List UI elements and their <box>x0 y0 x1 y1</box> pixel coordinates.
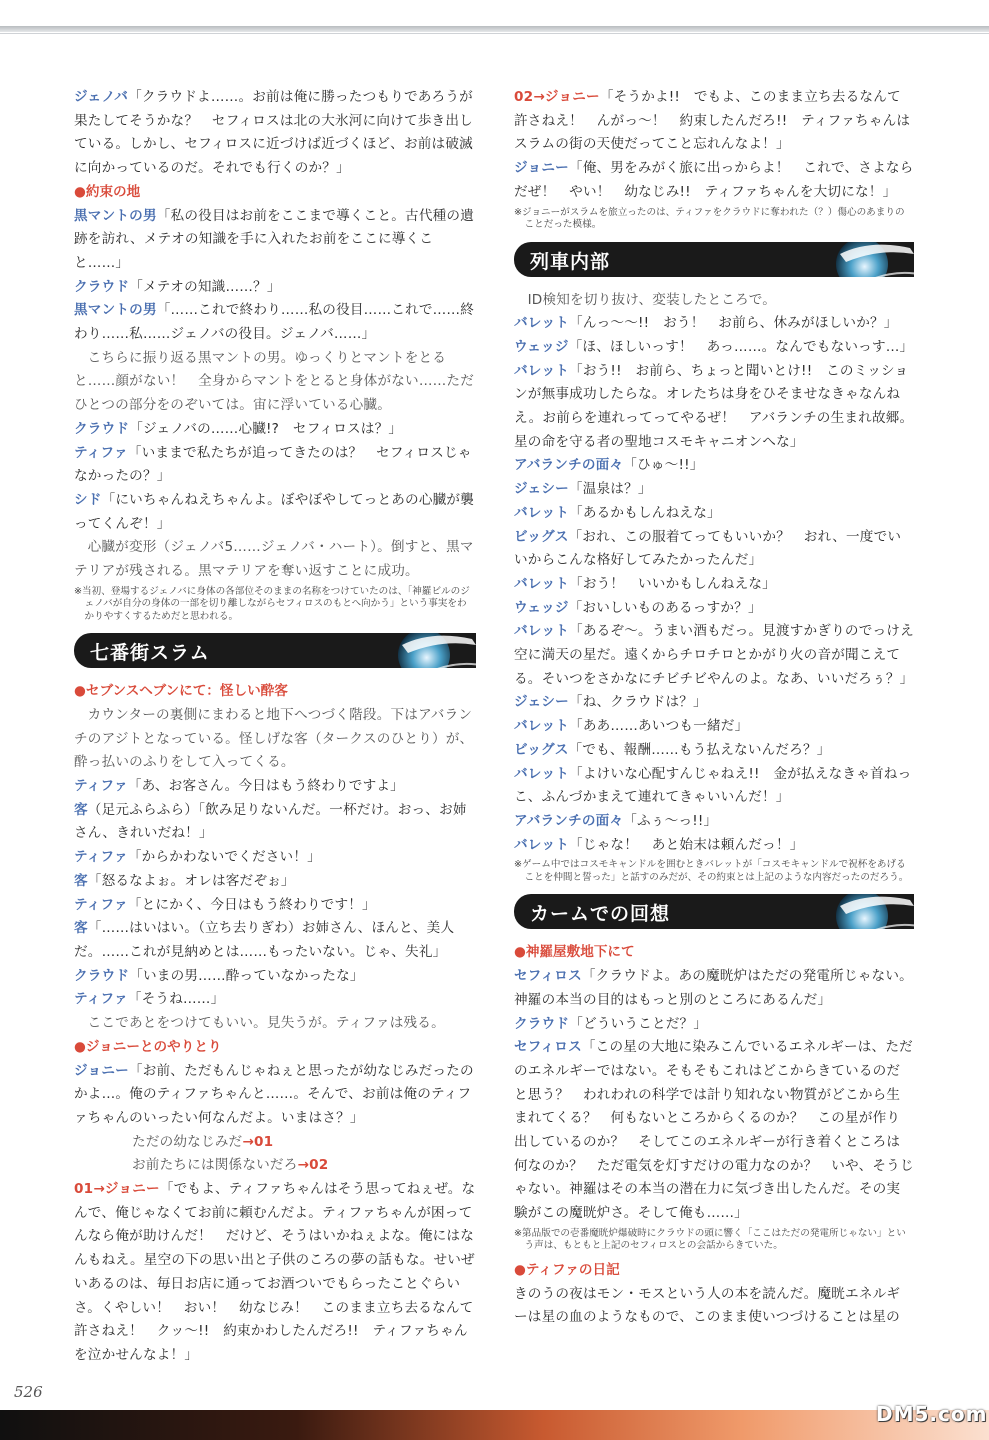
dialogue-line <box>514 739 914 763</box>
dialogue-line <box>74 442 476 489</box>
dialogue-text: 「そうかよ!! でもよ、このまま立ち去るなんて許さねえ！ んがっ～！ 約束したんだろ!! ティファちゃんはスラムの街の天使だってこと忘れんなよ！」 <box>514 89 911 153</box>
section-subheading: ●約束の地 <box>74 183 141 200</box>
dialogue-line <box>514 810 914 834</box>
narration: カウンターの裏側にまわると地下へつづく階段。下はアバランチのアジトとなっている。怪しげな客（タークスのひとり）が、酔っ払いのふりをして入ってくる。 <box>74 706 474 771</box>
speaker-name: バレット <box>514 575 570 592</box>
dialogue-text: 「おれ、この服着てってもいいか？ おれ、一度でいいからこんな格好してみたかったんだ」 <box>514 528 902 569</box>
dialogue-text: 「でもよ、ティファちゃんはそう思ってねぇぜ。なんで、俺じゃなくてお前に頼むんだよ。ティファちゃんが困ってんなら俺が助けんだ！ だけど、そうはいかねぇよな。俺にはなんもねえ。星空の下の思い出と子供のころの夢の話もな。せいぜいあるのは、毎日お店に通ってお酒ついでもらったことぐらいさ。くやしい！ おい！ 幼なじみ！ このまま立ち去るなんて許さねえ！ クッ～!! 約束かわしたんだろ!! ティファちゃんを泣かせんなよ！」 <box>74 1181 476 1363</box>
dialogue-line <box>514 478 914 502</box>
dialogue-line <box>514 336 914 360</box>
dialogue-line <box>514 620 914 691</box>
dialogue-line <box>74 1178 476 1368</box>
dialogue-text: 「クラウドよ……。お前は俺に勝ったつもりであろうが果たしてそうかな？ セフィロスは北の大氷河に向けて歩き出している。しかし、セフィロスに近づけば近づくほど、お前は破滅に向かっているのだ。それでも行くのか？」 <box>74 89 473 177</box>
dialogue-text: 「怒るなよぉ。オレは客だぞぉ」 <box>87 872 295 889</box>
dialogue-text: 「そうね……」 <box>127 991 225 1008</box>
speaker-name: ティファ <box>74 991 128 1008</box>
dialogue-text: 「あ、お客さん。今日はもう終わりですよ」 <box>127 778 404 795</box>
site-logo: DM5.com <box>876 1402 988 1426</box>
dialogue-line <box>514 360 914 455</box>
choice-option-01 <box>74 1131 476 1155</box>
choice-option-02 <box>74 1154 476 1178</box>
dialogue-line <box>74 988 476 1012</box>
speaker-name: バレット <box>514 315 570 332</box>
dialogue-text: 「温泉は？」 <box>568 481 652 498</box>
section-title: 七番街スラム <box>90 642 210 665</box>
dialogue-text: 「お前、ただもんじゃねぇと思ったが幼なじみだったのかよ…。俺のティファちゃんと……。そんで、お前は俺のティファちゃんのいったい何なんだよ。いまはさ？」 <box>74 1062 474 1126</box>
dialogue-line <box>514 157 914 204</box>
dialogue-text: 「どういうことだ？」 <box>569 1015 708 1032</box>
speaker-name: ビッグス <box>514 528 569 545</box>
planet-orb-icon <box>810 894 914 929</box>
section-header <box>514 242 914 277</box>
dialogue-text: 「メテオの知識……？」 <box>129 278 281 295</box>
speaker-name: ビッグス <box>514 741 569 758</box>
right-column <box>514 86 914 1330</box>
dialogue-text: 「じゃな！ あと始末は頼んだっ！」 <box>569 836 804 853</box>
diary-text: きのうの夜はモン・モスという人の本を読んだ。魔晄エネルギーは星の血のようなもので、このまま使いつづけることは星の <box>514 1285 901 1326</box>
speaker-name: バレット <box>514 362 570 379</box>
speaker-name: バレット <box>514 765 570 782</box>
section-subheading: ●ジョニーとのやりとり <box>74 1038 222 1055</box>
speaker-name: セフィロス <box>514 1039 582 1056</box>
speaker-name: ジェノバ <box>74 89 129 105</box>
dialogue-text: 「……これで終わり……私の役目……これで……終わり……私……ジェノバの役目。ジェノバ……」 <box>74 302 475 343</box>
dialogue-text: 「……はいはい。（立ち去りぎわ）お姉さん、ほんと、美人だ。……これが見納めとは……もったいない。じゃ、失礼」 <box>74 920 455 960</box>
speaker-name: ジェシー <box>514 481 569 498</box>
dialogue-line <box>514 312 914 336</box>
choice-text: ただの幼なじみだ <box>132 1133 243 1150</box>
speaker-name: クラウド <box>74 967 130 984</box>
dialogue-line <box>74 86 476 181</box>
dialogue-line <box>514 597 914 621</box>
dialogue-text: 「んっ～～!! おう！ お前ら、休みがほしいか？」 <box>569 315 898 332</box>
speaker-name: クラウド <box>74 420 130 437</box>
section-header <box>74 633 476 668</box>
dialogue-line <box>74 894 476 918</box>
speaker-name: 黒マントの男 <box>74 207 157 224</box>
dialogue-text: 「でも、報酬……もう払えないんだろ？」 <box>568 741 831 758</box>
dialogue-line <box>514 1036 914 1226</box>
dialogue-text: 「よけいな心配すんじゃねえ!! 金が払えなきゃ首ねっこ、ふんづかまえて連れてきゃいいんだ！」 <box>514 765 912 806</box>
choice-tag: →02 <box>297 1157 329 1174</box>
speaker-name: アバランチの面々 <box>514 457 624 474</box>
speaker-name: 02→ジョニー <box>514 89 600 105</box>
dialogue-text: 「ほ、ほしいっす！ あっ……。なんでもないっす…」 <box>568 338 914 355</box>
speaker-name: 客 <box>74 920 88 937</box>
dialogue-text: 「おいしいものあるっすか？」 <box>568 599 762 616</box>
dialogue-text: 「からかわないでください！」 <box>127 849 321 866</box>
section-subheading: ●セブンスヘブンにて：怪しい酔客 <box>74 683 288 700</box>
dialogue-text: 「ジェノバの……心臓!? セフィロスは？」 <box>129 420 403 437</box>
speaker-name: セフィロス <box>514 968 582 985</box>
section-header <box>514 894 914 929</box>
dialogue-line <box>74 418 476 442</box>
dialogue-line <box>74 965 476 989</box>
dialogue-line <box>514 573 914 597</box>
dialogue-line <box>514 526 914 573</box>
speaker-name: 黒マントの男 <box>74 302 157 319</box>
dialogue-text: 「私の役目はお前をここまで導くこと。古代種の遺跡を訪れ、メテオの知識を手に入れたお前をここに導くこと……」 <box>74 207 475 271</box>
speaker-name: バレット <box>514 504 570 521</box>
speaker-name: ティファ <box>74 896 128 913</box>
bottom-decorative-band <box>0 1410 989 1440</box>
dialogue-text: 「あるぞ～。うまい酒もだっ。見渡すかぎりのでっけえ空に満天の星だ。遠くからチロチロとかがり火の音が聞こえてる。そいつをさかなにチビチビやんのよ。なあ、いいだろぅ？」 <box>514 623 914 687</box>
dialogue-line <box>514 763 914 810</box>
dialogue-line <box>74 775 476 799</box>
speaker-name: ジョニー <box>74 1062 129 1079</box>
speaker-name: 01→ジョニー <box>74 1181 160 1198</box>
speaker-name: バレット <box>514 718 570 735</box>
dialogue-line <box>74 1060 476 1131</box>
speaker-name: バレット <box>514 623 570 640</box>
narration: 心臓が変形（ジェノバ5……ジェノバ・ハート）。倒すと、黒マテリアが残される。黒マテリアを奪い返すことに成功。 <box>74 539 474 580</box>
dialogue-text: 「いまの男……酔っていなかったな」 <box>129 967 364 984</box>
dialogue-text: 「この星の大地に染みこんでいるエネルギーは、ただのエネルギーではない。そもそもこれはどこからきているのだと思う？ われわれの科学では計り知れない物質がどこから生まれてくる？ 何もないところからくるのか？ この星が作り出しているのか？ そしてこのエネルギーが行き着くところは何なのか？ ただ電気を灯すだけの電力なのか？ いや、そうじゃない。神羅はその本当の潜在力に気づき出したんだ。その実験がこの魔晄炉さ。そして俺も……」 <box>514 1039 914 1222</box>
dialogue-text: 「クラウドよ。あの魔晄炉はただの発電所じゃない。神羅の本当の目的はもっと別のところにあるんだ」 <box>514 968 913 1008</box>
dialogue-line <box>74 870 476 894</box>
left-column <box>74 86 476 1368</box>
speaker-name: クラウド <box>74 278 130 295</box>
dialogue-line <box>514 715 914 739</box>
speaker-name: アバランチの面々 <box>514 812 624 829</box>
speaker-name: 客 <box>74 801 88 818</box>
dialogue-line <box>74 846 476 870</box>
dialogue-text: 「ね、クラウドは？」 <box>568 694 707 711</box>
choice-text: お前たちには関係ないだろ <box>132 1157 298 1174</box>
section-title: カームでの回想 <box>530 903 671 926</box>
dialogue-text: 「おう！ いいかもしんねえな」 <box>569 575 776 592</box>
page-number: 526 <box>14 1383 43 1401</box>
speaker-name: ジェシー <box>514 694 569 711</box>
dialogue-text: 「とにかく、今日はもう終わりです！」 <box>127 896 376 913</box>
dialogue-text: 「ああ……あいつも一緒だ」 <box>569 718 749 735</box>
speaker-name: 客 <box>74 872 88 889</box>
choice-tag: →01 <box>242 1133 274 1150</box>
dialogue-text: 「ひゅ～!!」 <box>623 457 704 474</box>
speaker-name: ジョニー <box>514 160 569 177</box>
speaker-name: バレット <box>514 836 570 853</box>
section-title: 列車内部 <box>530 250 611 273</box>
speaker-name: シド <box>74 491 102 508</box>
footnote: ※ゲーム中ではコスモキャンドルを囲むときバレットが「コスモキャンドルで祝杯をあげることを仲間と誓った」と話すのみだが、その約束とは上記のような内容だったのだろう。 <box>514 859 909 883</box>
narration: ここであとをつけてもいい。見失うが。ティファは残る。 <box>87 1015 445 1032</box>
narration: こちらに振り返る黒マントの男。ゆっくりとマントをとると……顔がない！ 全身からマントをとると身体がない……ただひとつの部分をのぞいては。宙に浮いている心臓。 <box>74 349 475 414</box>
dialogue-line <box>74 489 476 536</box>
speaker-name: ティファ <box>74 778 128 795</box>
dialogue-line <box>514 834 914 858</box>
dialogue-line <box>514 1013 914 1037</box>
dialogue-line <box>514 86 914 157</box>
speaker-name: クラウド <box>514 1015 570 1032</box>
speaker-name: ウェッジ <box>514 338 569 355</box>
dialogue-line <box>74 276 476 300</box>
dialogue-line <box>514 502 914 526</box>
section-subheading: ●神羅屋敷地下にて <box>514 944 635 961</box>
section-subheading: ●ティファの日記 <box>514 1261 620 1278</box>
dialogue-text: 「にいちゃんねえちゃんよ。ぼやぼやしてっとあの心臓が襲ってくんぞ！」 <box>74 491 475 532</box>
speaker-name: ティファ <box>74 444 128 461</box>
dialogue-line <box>74 799 476 846</box>
footnote: ※ジョニーがスラムを旅立ったのは、ティファをクラウドに奪われた（？）傷心のあまりのことだった模様。 <box>514 206 905 231</box>
footnote: ※当初、登場するジェノバに身体の各部位そのままの名称をつけていたのは、「神羅ビルのジェノバが自分の身体の一部を切り離しながらセフィロスのもとへ向かう」という事実をわかりやすくするためだと思われる。 <box>74 585 470 622</box>
dialogue-line <box>74 205 476 276</box>
footnote: ※第品版での壱番魔晄炉爆破時にクラウドの頭に響く「ここはただの発電所じゃない」という声は、もともと上記のセフィロスとの会話からきていた。 <box>514 1227 906 1252</box>
dialogue-line <box>514 965 914 1012</box>
top-rule <box>0 26 989 32</box>
dialogue-line <box>514 691 914 715</box>
dialogue-text: 「俺、男をみがく旅に出っからよ！ これで、さよならだぜ！ やい！ 幼なじみ!! ティファちゃんを大切にな！」 <box>514 160 914 200</box>
dialogue-text: 「あるかもしんねえな」 <box>569 504 721 521</box>
speaker-name: ウェッジ <box>514 599 569 616</box>
dialogue-line <box>74 917 476 964</box>
dialogue-text: 「ふぅ～っ!!」 <box>623 812 718 829</box>
planet-orb-icon <box>372 633 476 668</box>
dialogue-text: （足元ふらふら）「飲み足りないんだ。一杯だけ。おっ、お姉さん、きれいだね！」 <box>74 801 467 842</box>
dialogue-line <box>74 299 476 346</box>
dialogue-text: 「いままで私たちが追ってきたのは？ セフィロスじゃなかったの？」 <box>74 444 472 485</box>
planet-orb-icon <box>810 242 914 277</box>
dialogue-text: 「おう!! お前ら、ちょっと聞いとけ!! このミッションが無事成功したらな。オレたちは身をひそませなきゃなんねえ。お前らを連れってってやるぜ！ アバランチの生まれ故郷。星の命を守る者の聖地コスモキャニオンへな」 <box>514 362 914 450</box>
speaker-name: ティファ <box>74 849 128 866</box>
narration: ID検知を切り抜け、変装したところで。 <box>527 291 777 308</box>
dialogue-line <box>514 454 914 478</box>
